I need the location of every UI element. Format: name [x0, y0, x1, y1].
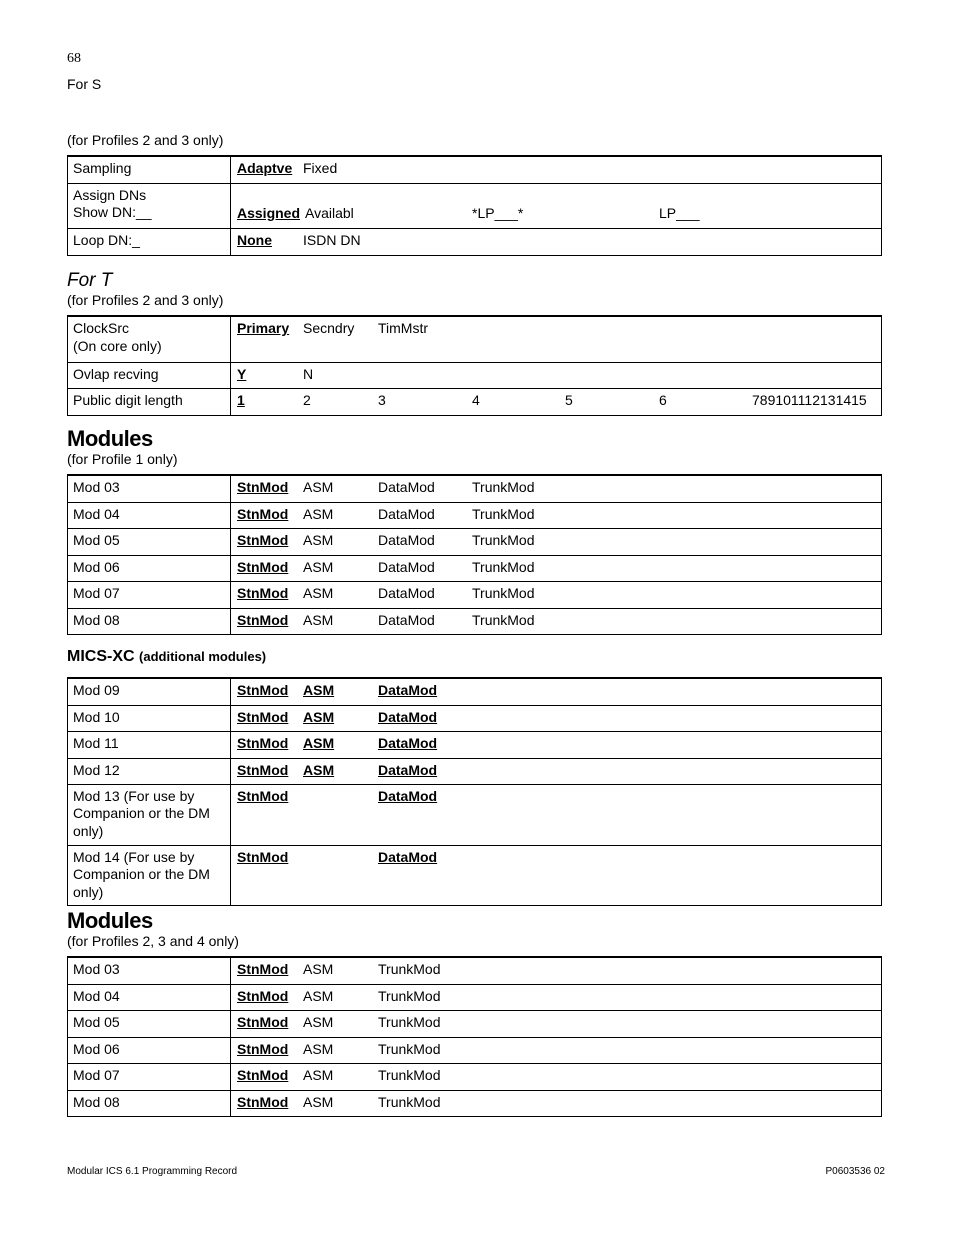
table-row	[68, 758, 882, 784]
option-default: ASM	[303, 708, 335, 725]
option: Availabl	[305, 204, 354, 221]
option-default: StnMod	[237, 1066, 289, 1083]
section-heading	[67, 648, 266, 666]
table-row	[68, 528, 882, 555]
modules-profile234-table	[67, 956, 882, 1117]
section-note: (for Profiles 2 and 3 only)	[67, 132, 224, 148]
section-heading: For T	[67, 270, 113, 291]
option: ASM	[303, 1040, 334, 1057]
table-row	[68, 183, 882, 228]
section-heading: Modules	[67, 908, 153, 933]
row-label: Mod 04	[68, 984, 231, 1010]
option: 789101112131415	[752, 391, 867, 408]
table-row	[68, 1010, 882, 1037]
option-default: StnMod	[237, 611, 289, 628]
option-default: Adaptve	[237, 160, 293, 176]
option: DataMod	[378, 505, 435, 522]
footer-doc-number: P0603536 02	[825, 1166, 885, 1177]
option: DataMod	[378, 479, 435, 495]
row-label: Mod 03	[68, 475, 231, 502]
option: TrunkMod	[472, 558, 535, 575]
option: ASM	[303, 1066, 334, 1083]
option-default: DataMod	[378, 682, 438, 698]
row-label: Mod 12	[68, 758, 231, 784]
table-row	[68, 957, 882, 984]
option-default: StnMod	[237, 1013, 289, 1030]
option-default: DataMod	[378, 787, 438, 804]
option-default: DataMod	[378, 734, 438, 751]
option: ASM	[303, 987, 334, 1004]
option-default: Y	[237, 365, 247, 382]
option: TrunkMod	[378, 1093, 441, 1110]
row-label: Mod 05	[68, 1010, 231, 1037]
footer-title: Modular ICS 6.1 Programming Record	[67, 1166, 238, 1177]
row-label: Mod 09	[68, 678, 231, 705]
option: TrunkMod	[472, 531, 535, 548]
option: LP___	[659, 204, 700, 221]
option: TrunkMod	[472, 584, 535, 601]
option: TrunkMod	[378, 1040, 441, 1057]
option: TrunkMod	[378, 961, 441, 977]
option: 5	[565, 391, 573, 408]
table-row	[68, 1037, 882, 1063]
option-default: StnMod	[237, 1093, 289, 1110]
option-default: ASM	[303, 761, 335, 778]
table-row	[68, 228, 882, 255]
section-note: (for Profiles 2, 3 and 4 only)	[67, 933, 239, 949]
option: 3	[378, 391, 386, 408]
row-label: Ovlap recving	[68, 362, 231, 388]
row-label: Mod 06	[68, 1037, 231, 1063]
option-default: DataMod	[378, 761, 438, 778]
option-default: StnMod	[237, 479, 289, 495]
section-note: (for Profiles 2 and 3 only)	[67, 292, 224, 308]
option: ISDN DN	[303, 231, 361, 248]
option: ASM	[303, 961, 334, 977]
table-row	[68, 156, 882, 183]
option: TrunkMod	[378, 1013, 441, 1030]
option: TrunkMod	[472, 479, 535, 495]
table-row	[68, 362, 882, 388]
row-label: Mod 08	[68, 608, 231, 634]
table-row	[68, 608, 882, 634]
row-label: Mod 08	[68, 1090, 231, 1116]
row-label: ClockSrc (On core only)	[68, 316, 231, 362]
table-row	[68, 784, 882, 845]
row-label: Mod 13 (For use by Companion or the DM only)	[68, 784, 231, 845]
for-s-table	[67, 155, 882, 256]
mics-xc-table	[67, 677, 882, 906]
option: TrunkMod	[472, 611, 535, 628]
option-default: StnMod	[237, 787, 289, 804]
table-row	[68, 1090, 882, 1116]
option: ASM	[303, 479, 334, 495]
option-default: StnMod	[237, 1040, 289, 1057]
table-row	[68, 678, 882, 705]
row-label: Sampling	[68, 156, 231, 183]
option: ASM	[303, 1013, 334, 1030]
row-label: Mod 14 (For use by Companion or the DM only)	[68, 845, 231, 905]
option-default: StnMod	[237, 708, 289, 725]
option-default: StnMod	[237, 761, 289, 778]
table-row	[68, 388, 882, 415]
section-note: (for Profile 1 only)	[67, 451, 178, 467]
option: ASM	[303, 1093, 334, 1110]
row-label: Assign DNs Show DN:__	[68, 183, 231, 228]
section-heading: Modules	[67, 426, 153, 451]
option-default: StnMod	[237, 848, 289, 865]
option: ASM	[303, 611, 334, 628]
table-row	[68, 845, 882, 905]
option-default: StnMod	[237, 734, 289, 751]
option: 2	[303, 391, 311, 408]
table-row	[68, 731, 882, 758]
section-heading-main: MICS-XC	[67, 648, 135, 665]
row-label: Loop DN:_	[68, 228, 231, 255]
option: TrunkMod	[378, 1066, 441, 1083]
row-label: Mod 04	[68, 502, 231, 528]
option-default: ASM	[303, 734, 335, 751]
option: ASM	[303, 584, 334, 601]
table-row	[68, 1063, 882, 1090]
table-row	[68, 555, 882, 581]
table-row	[68, 316, 882, 362]
option: 4	[472, 391, 480, 408]
option: DataMod	[378, 531, 435, 548]
option: DataMod	[378, 611, 435, 628]
option-default: StnMod	[237, 531, 289, 548]
option-default: StnMod	[237, 584, 289, 601]
table-row	[68, 984, 882, 1010]
option: TrunkMod	[378, 987, 441, 1004]
option-default: StnMod	[237, 987, 289, 1004]
option-default: Assigned	[237, 204, 301, 221]
modules-profile1-table	[67, 474, 882, 635]
option: Fixed	[303, 160, 338, 176]
row-label: Mod 06	[68, 555, 231, 581]
row-label: Mod 05	[68, 528, 231, 555]
option: N	[303, 365, 314, 382]
table-row	[68, 475, 882, 502]
table-row	[68, 581, 882, 608]
option-default: 1	[237, 391, 245, 408]
option: TrunkMod	[472, 505, 535, 522]
option: DataMod	[378, 558, 435, 575]
option: TimMstr	[378, 320, 429, 336]
row-label: Mod 10	[68, 705, 231, 731]
option-default: StnMod	[237, 558, 289, 575]
table-row	[68, 502, 882, 528]
row-label: Mod 03	[68, 957, 231, 984]
option: ASM	[303, 531, 334, 548]
option-default: DataMod	[378, 848, 438, 865]
option: ASM	[303, 558, 334, 575]
page-number: 68	[67, 51, 81, 66]
option: *LP___*	[472, 204, 524, 221]
for-t-table	[67, 315, 882, 416]
option-default: StnMod	[237, 682, 289, 698]
option: Secndry	[303, 320, 355, 336]
option-default: None	[237, 231, 272, 248]
row-label: Public digit length	[68, 388, 231, 415]
running-header: For S	[67, 76, 102, 92]
option-default: StnMod	[237, 961, 289, 977]
option: DataMod	[378, 584, 435, 601]
option-default: StnMod	[237, 505, 289, 522]
option: ASM	[303, 505, 334, 522]
option: 6	[659, 391, 667, 408]
row-label: Mod 11	[68, 731, 231, 758]
option-default: ASM	[303, 682, 335, 698]
option-default: DataMod	[378, 708, 438, 725]
table-row	[68, 705, 882, 731]
row-label: Mod 07	[68, 581, 231, 608]
option-default: Primary	[237, 320, 290, 336]
section-heading-sub: (additional modules)	[139, 649, 267, 664]
row-label: Mod 07	[68, 1063, 231, 1090]
